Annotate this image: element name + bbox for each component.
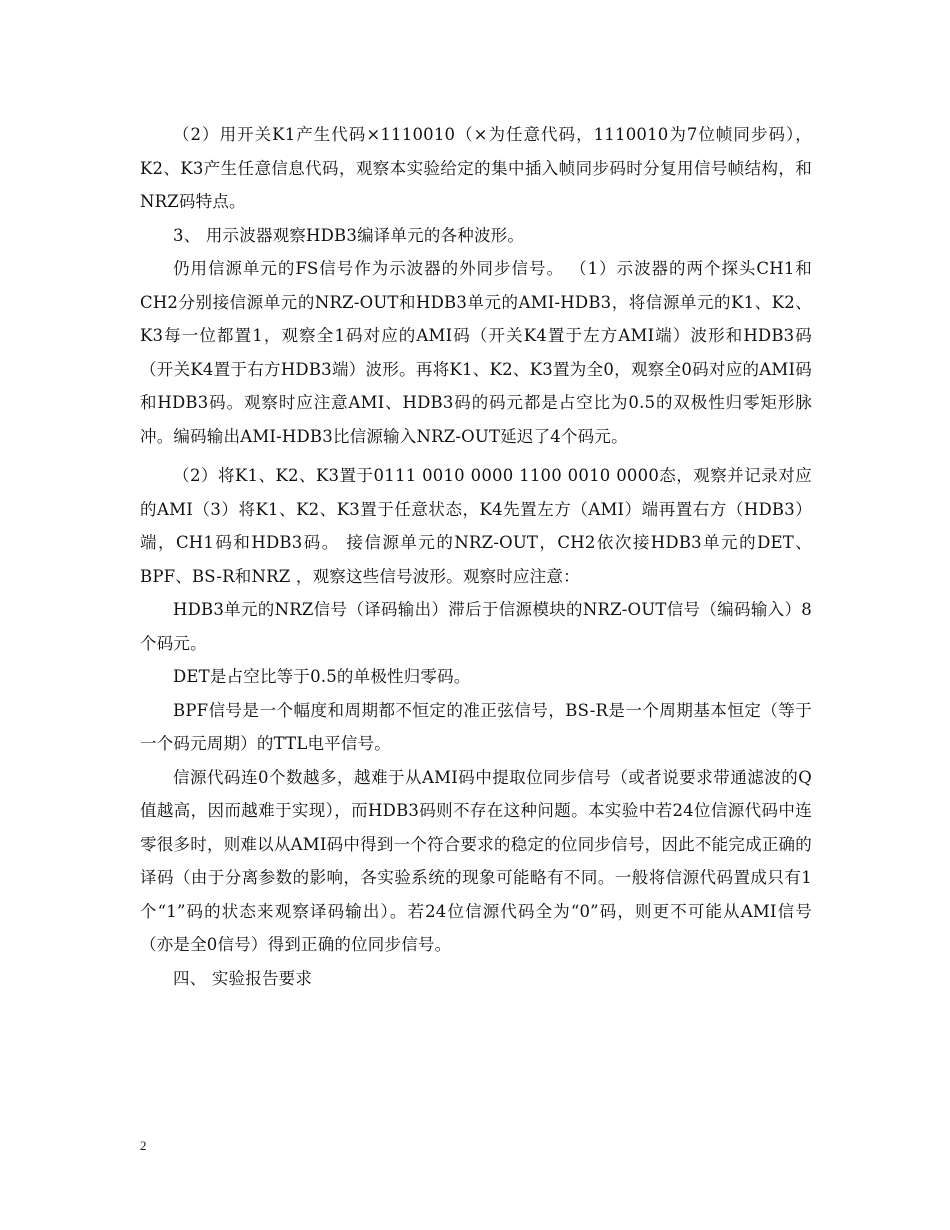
- page-number: 2: [140, 1138, 147, 1153]
- heading-report-requirements: 四、 实验报告要求: [173, 968, 313, 988]
- paragraph-step-2-frame-sync: （2）用开关K1产生代码×1110010（×为任意代码，1110010为7位帧同步码），K2、K3产生任意信息代码，观察本实验给定的集中插入帧同步码时分复用信号帧结构，和NRZ码特点。: [140, 125, 812, 211]
- paragraph-nrz-delay: HDB3单元的NRZ信号（译码输出）滞后于信源模块的NRZ-OUT信号（编码输入）8个码元。: [140, 600, 812, 653]
- paragraph-bpf-bsr: BPF信号是一个幅度和周期都不恒定的准正弦信号，BS-R是一个周期基本恒定（等于一个码元周期）的TTL电平信号。: [140, 700, 812, 753]
- paragraph-bit-sync-notes: 信源代码连0个数越多，越难于从AMI码中提取位同步信号（或者说要求带通滤波的Q值越高，因而越难于实现），而HDB3码则不存在这种问题。本实验中若24位信源代码中连零很多时，则难以从AMI码中得到一个符合要求的稳定的位同步信号，因此不能完成正确的译码（由于分离参数的影响，各实验系统的现象可能略有不同。一般将信源代码置成只有1个“1”码的状态来观察译码输出）。若24位信源代码全为“0”码，则更不可能从AMI信号（亦是全0信号）得到正确的位同步信号。: [140, 767, 812, 954]
- heading-hdb3-observation: 3、 用示波器观察HDB3编译单元的各种波形。: [173, 225, 525, 245]
- paragraph-det: DET是占空比等于0.5的单极性归零码。: [173, 667, 471, 686]
- paragraph-step-2-3-settings: （2）将K1、K2、K3置于0111 0010 0000 1100 0010 0000态，观察并记录对应的AMI（3）将K1、K2、K3置于任意状态，K4先置左方（AMI）端再置右方（HDB3）端，CH1码和HDB3码。 接信源单元的NRZ-OUT，CH2依次接HDB3单元的DET、BPF、BS-R和NRZ ，观察这些信号波形。观察时应注意：: [140, 466, 812, 586]
- body-text: [140, 118, 812, 995]
- paragraph-oscilloscope-setup: 仍用信源单元的FS信号作为示波器的外同步信号。 （1）示波器的两个探头CH1和CH2分别接信源单元的NRZ-OUT和HDB3单元的AMI-HDB3，将信源单元的K1、K2、K3每一位都置1，观察全1码对应的AMI码（开关K4置于左方AMI端）波形和HDB3码（开关K4置于右方HDB3端）波形。再将K1、K2、K3置为全0，观察全0码对应的AMI码和HDB3码。观察时应注意AMI、HDB3码的码元都是占空比为0.5的双极性归零矩形脉冲。编码输出AMI-HDB3比信源输入NRZ-OUT延迟了4个码元。: [140, 259, 812, 446]
